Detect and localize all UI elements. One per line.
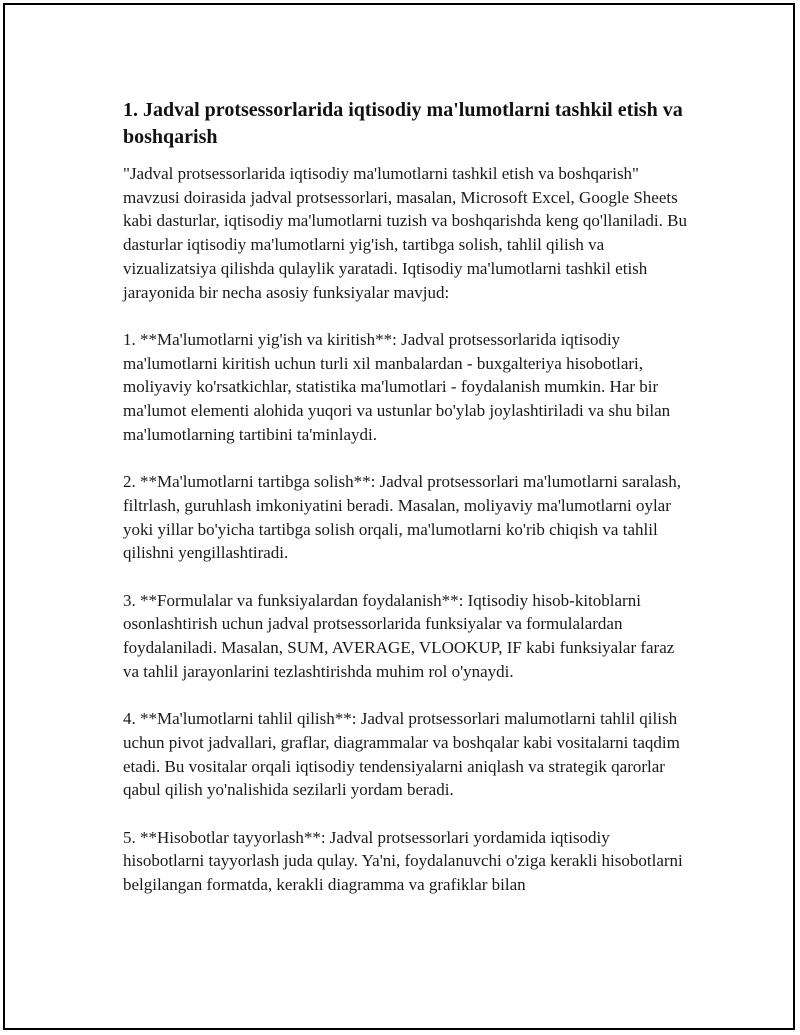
list-item-reports: 5. **Hisobotlar tayyorlash**: Jadval protsessorlari yordamida iqtisodiy hisobotlarni tayyorlash juda qulay. Ya'ni, foydalanuvchi o'ziga kerakli hisobotlarni belgilangan formatda, kerakli diagramma va grafiklar bilan xyxy=(123,827,683,895)
list-item-data-analysis: 4. **Ma'lumotlarni tahlil qilish**: Jadval protsessorlari malumotlarni tahlil qilish uchun pivot jadvallari, graflar, diagrammalar va boshqalar kabi vositalarni taqdim etadi. Bu vositalar orqali iqtisodiy tendensiyalarni aniqlash va strategik qarorlar qabul qilish yo'nalishida sezilarli yordam beradi. xyxy=(123,709,680,800)
list-item-data-collection: 1. **Ma'lumotlarni yig'ish va kiritish**: Jadval protsessorlarida iqtisodiy ma'lumotlarni kiritish uchun turli xil manbalardan - buxgalteriya hisobotlari, moliyaviy ko'rsatkichlar, statistika ma'lumotlari - foydalanish mumkin. Har bir ma'lumot elementi alohida yuqori va ustunlar bo'ylab joylashtiriladi va shu bilan ma'lumotlarning tartibini ta'minlaydi. xyxy=(123,329,671,444)
list-item-data-sorting: 2. **Ma'lumotlarni tartibga solish**: Jadval protsessorlari ma'lumotlarni saralash, filtrlash, guruhlash imkoniyatini beradi. Masalan, moliyaviy ma'lumotlarni oylar yoki yillar bo'yicha tartibga solish orqali, ma'lumotlarni ko'rib chiqish va tahlil qilishni yengillashtiradi. xyxy=(123,472,682,563)
intro-paragraph: "Jadval protsessorlarida iqtisodiy ma'lumotlarni tashkil etish va boshqarish" mavzusi doirasida jadval protsessorlari, masalan, Microsoft Excel, Google Sheets kabi dasturlar, iqtisodiy ma'lumotlarni tuzish va boshqarishda keng qo'llaniladi. Bu dasturlar iqtisodiy ma'lumotlarni yig'ish, tartibga solish, tahlil qilish va vizualizatsiya qilishda qulaylik yaratadi. Iqtisodiy ma'lumotlarni tashkil etish jarayonida bir necha asosiy funksiyalar mavjud: xyxy=(123,164,687,302)
page-frame xyxy=(3,3,795,1030)
document-title: 1. Jadval protsessorlarida iqtisodiy ma'lumotlarni tashkil etish va boshqarish xyxy=(123,99,683,148)
document-body xyxy=(123,97,693,920)
list-item-formulas: 3. **Formulalar va funksiyalardan foydalanish**: Iqtisodiy hisob-kitoblarni osonlashtirish uchun jadval protsessorlarida funksiyalar va formulalardan foydalaniladi. Masalan, SUM, AVERAGE, VLOOKUP, IF kabi funksiyalar faraz va tahlil jarayonlarini tezlashtirishda muhim rol o'ynaydi. xyxy=(123,590,675,681)
